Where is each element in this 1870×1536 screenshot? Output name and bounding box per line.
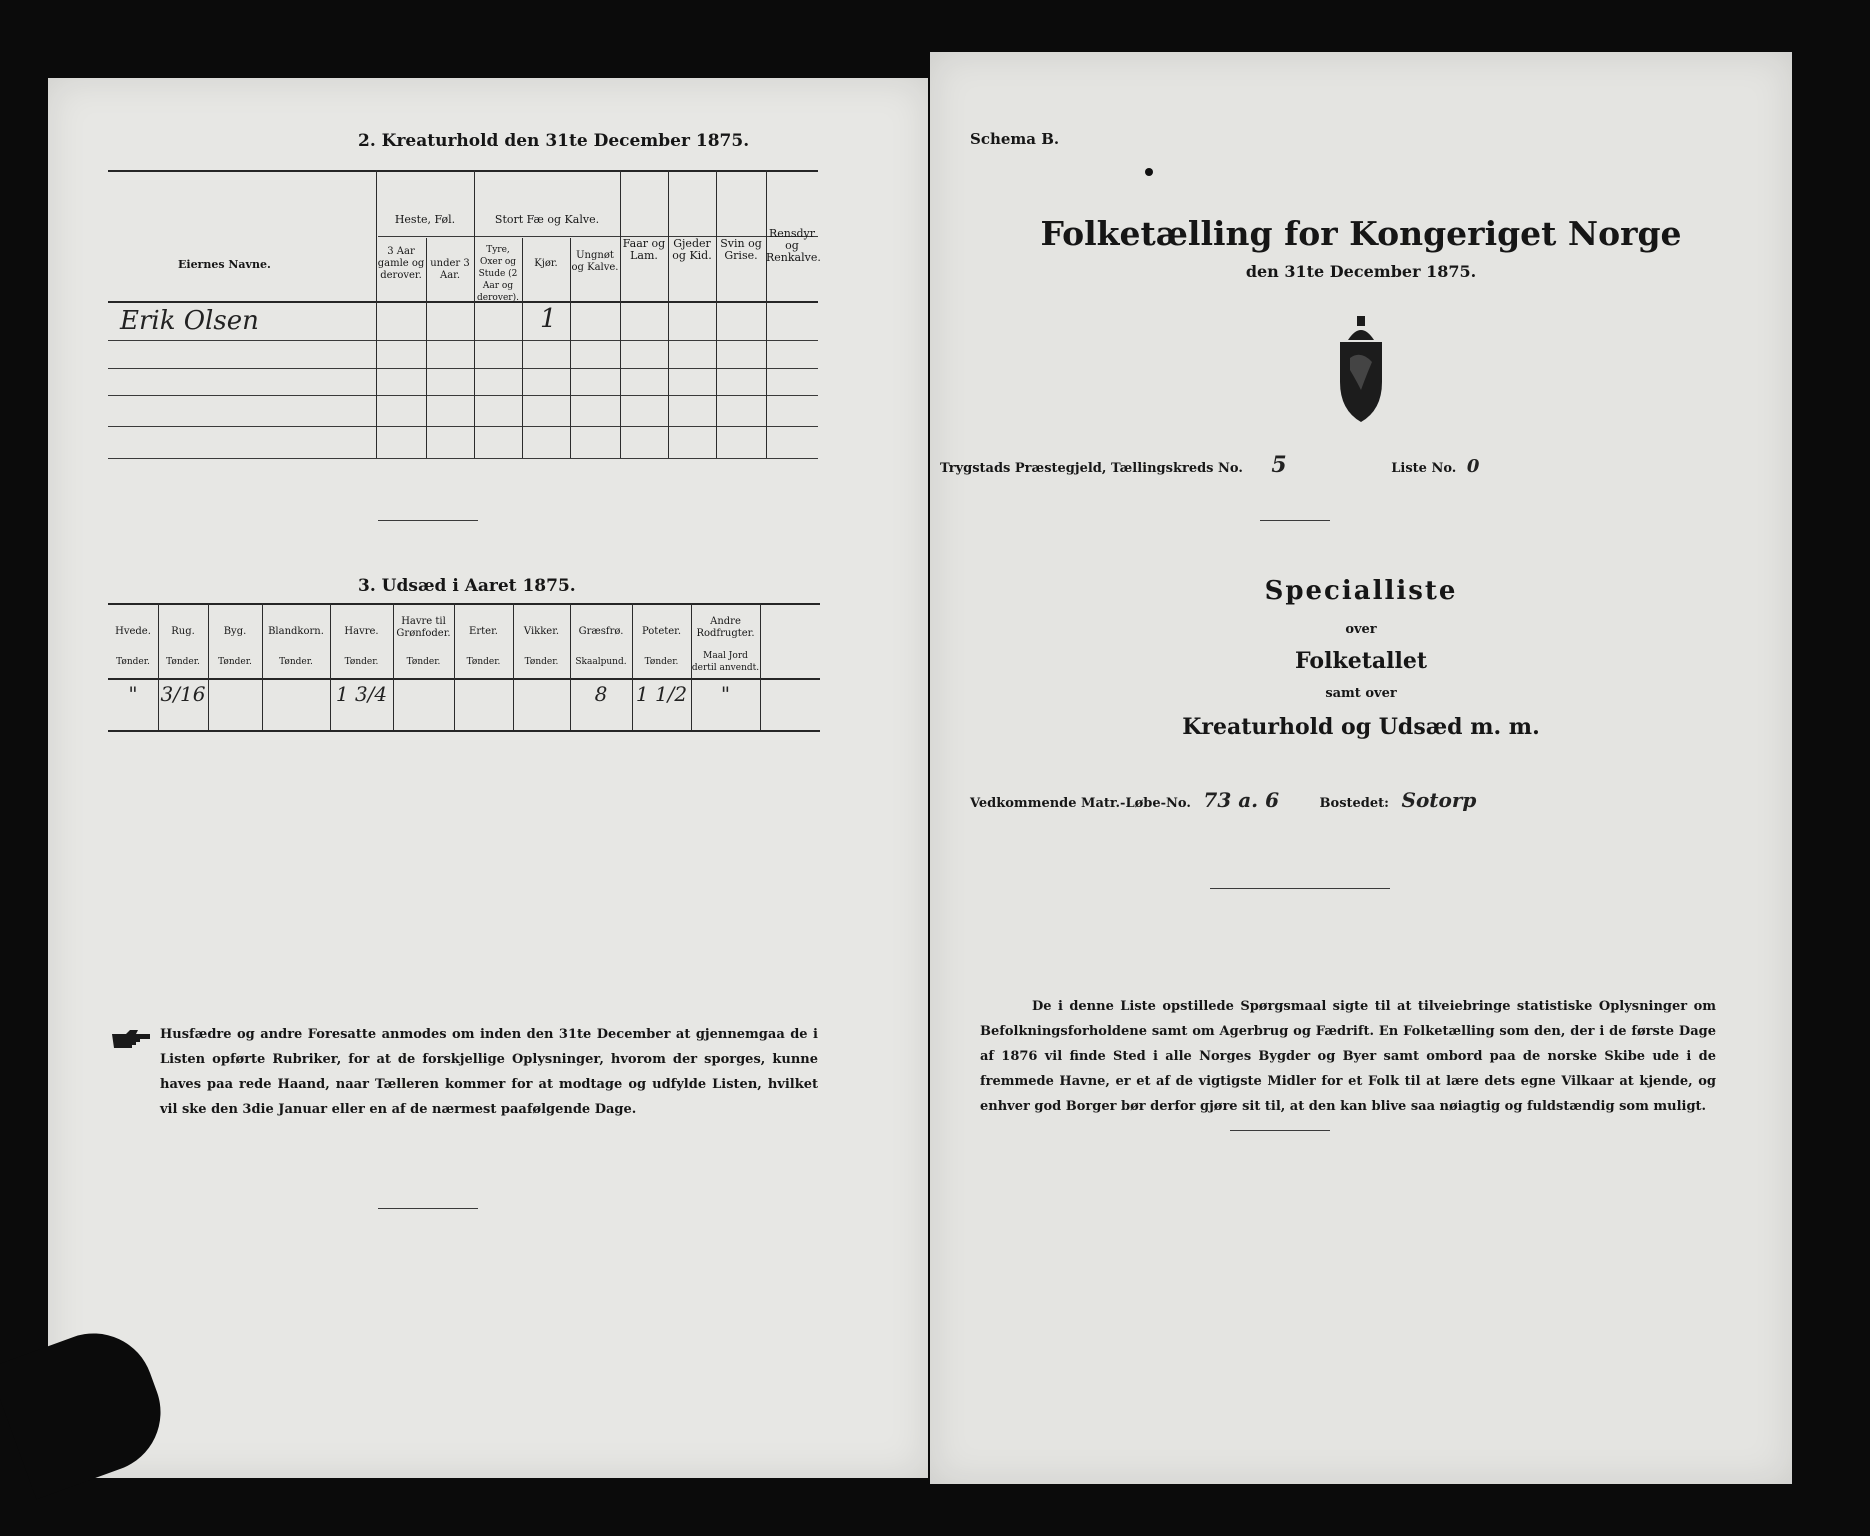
owner-name-value: Erik Olsen: [120, 306, 259, 336]
crop-unit: Tønder.: [644, 657, 679, 667]
horses-old-header: 3 Aar gamle og derover.: [377, 246, 425, 281]
pointing-hand-icon: [110, 1028, 150, 1052]
cows-header: Kjør.: [534, 258, 558, 269]
crop-value: 1 3/4: [335, 682, 388, 706]
goats-header: Gjeder og Kid.: [672, 237, 712, 262]
crop-unit: Tønder.: [116, 657, 150, 667]
crop-header: Græsfrø.: [578, 626, 624, 637]
crop-header: Havre til Grønfoder.: [396, 616, 451, 639]
horses-young-header: under 3 Aar.: [430, 258, 470, 281]
schema-label: Schema B.: [970, 130, 1060, 148]
left-page: [48, 78, 928, 1478]
matr-label: Vedkommende Matr.-Løbe-No.: [970, 796, 1191, 811]
specialliste-title: Specialliste: [1264, 576, 1458, 606]
section2-title: 2. Kreaturhold den 31te December 1875.: [358, 131, 750, 151]
samt-over: samt over: [1325, 686, 1397, 701]
crop-header: Poteter.: [641, 626, 682, 637]
crop-value: 1 1/2: [635, 682, 688, 706]
crop-header: Hvede.: [115, 626, 151, 637]
crop-header: Andre Rodfrugter.: [696, 616, 755, 639]
matr-line: [970, 788, 1770, 812]
crop-value: ": [128, 682, 138, 706]
crop-column-divider: [760, 603, 761, 730]
matr-value: 73 a. 6: [1203, 788, 1280, 812]
crop-header: Byg.: [223, 626, 247, 637]
pigs-header: Svin og Grise.: [720, 237, 762, 262]
crop-unit: Tønder.: [466, 657, 501, 667]
horses-group-header: Heste, Føl.: [394, 213, 456, 226]
crop-unit: Tønder.: [166, 657, 200, 667]
crop-value: ": [720, 682, 731, 706]
folketallet: Folketallet: [1295, 648, 1427, 674]
cows-value: 1: [540, 304, 557, 334]
reindeer-header: Rensdyr og Renkalve.: [766, 227, 821, 264]
owner-name-header: Eiernes Navne.: [178, 258, 271, 271]
over-text: over: [1345, 622, 1377, 637]
main-title: Folketælling for Kongeriget Norge: [1040, 214, 1682, 253]
kreaturhold-title: Kreaturhold og Udsæd m. m.: [1182, 714, 1540, 740]
young-cattle-header: Ungnøt og Kalve.: [571, 250, 619, 273]
parish-label: Trygstads Præstegjeld, Tællingskreds No.: [940, 461, 1243, 476]
crop-value: 3/16: [160, 682, 206, 706]
crop-unit: Maal Jord dertil anvendt.: [691, 651, 760, 673]
crop-unit: Tønder.: [279, 657, 313, 667]
crop-header: Rug.: [171, 626, 195, 637]
sheep-header: Faar og Lam.: [622, 237, 666, 262]
bulls-header: Tyre, Oxer og Stude (2 Aar og derover).: [477, 245, 519, 303]
cattle-group-header: Stort Fæ og Kalve.: [494, 213, 600, 226]
list-no: 0: [1466, 456, 1480, 477]
intro-paragraph: De i denne Liste opstillede Spørgsmaal sigte til at tilveiebringe statistiske Oplysninger om Befolkningsforholdene samt om Agerbrug og Fædrift. En Folketælling som den, der i de første Dage af 1876 vil finde Sted i alle Norges Bygder og Byer samt ombord paa de norske Skibe ude i de fremmede Havne, er et af de vigtigste Midler for et Folk til at lære dets egne Vilkaar at kjende, og enhver god Borger bør derfor gjøre sit til, at den kan blive saa nøiagtig og fuldstændig som muligt.: [980, 999, 1716, 1114]
section3-title: 3. Udsæd i Aaret 1875.: [358, 576, 576, 596]
crop-header: Erter.: [469, 626, 498, 637]
crop-unit: Tønder.: [218, 657, 252, 667]
list-label: Liste No.: [1391, 461, 1457, 476]
norway-coat-of-arms-icon: [1330, 310, 1392, 430]
census-date: den 31te December 1875.: [1245, 262, 1477, 281]
crop-unit: Tønder.: [344, 657, 379, 667]
district-no: 5: [1271, 452, 1287, 478]
crop-unit: Tønder.: [524, 657, 559, 667]
crop-header: Blandkorn.: [268, 626, 324, 637]
crop-value: 8: [594, 682, 608, 706]
crop-header: Havre.: [344, 626, 379, 637]
right-page: [930, 52, 1792, 1484]
dot-mark: [1145, 168, 1153, 176]
bosted-value: Sotorp: [1401, 788, 1477, 812]
bosted-label: Bostedet:: [1319, 796, 1389, 811]
notice-text: Husfædre og andre Foresatte anmodes om inden den 31te December at gjennemgaa de i Listen opførte Rubriker, for at de forskjellige Oplysninger, hvorom der sporges, kunne haves paa rede Haand, naar Tælleren kommer for at modtage og udfylde Listen, hvilket vil ske den 3die Januar eller en af de nærmest paafølgende Dage.: [160, 1027, 818, 1117]
crop-header: Vikker.: [523, 626, 560, 637]
crop-unit: Tønder.: [406, 657, 441, 667]
crop-unit: Skaalpund.: [575, 657, 627, 667]
parish-line: [940, 452, 1740, 478]
